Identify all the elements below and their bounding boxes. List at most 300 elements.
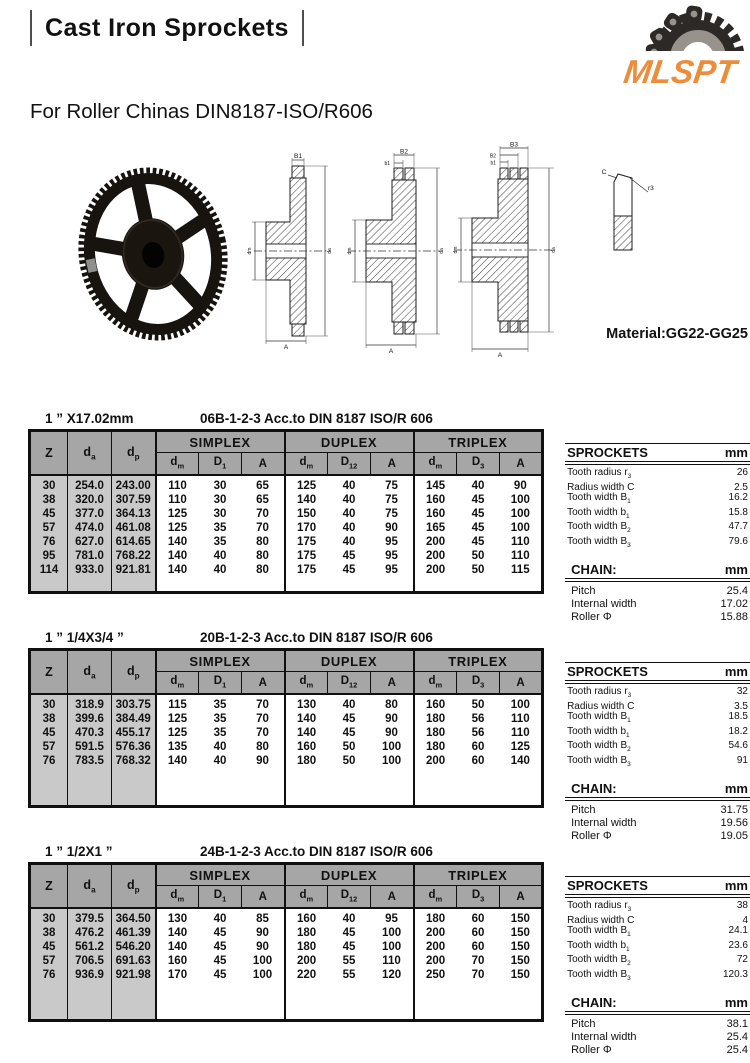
section-title xyxy=(45,844,750,859)
spec-value: 18.5 xyxy=(728,711,748,723)
material-note: Material:GG22-GG25 xyxy=(606,326,748,342)
spec-label: Tooth width $B_2$ xyxy=(567,521,631,535)
table-cell: 120 xyxy=(381,969,402,981)
sub-col-header: $d_m$ xyxy=(285,453,328,476)
spec-row xyxy=(567,955,748,970)
sprockets-rows xyxy=(565,684,750,777)
side-panel xyxy=(565,443,750,630)
chain-unit: mm xyxy=(724,994,748,1010)
table-cell: 50 xyxy=(471,564,485,576)
spec-label: Tooth width $B_1$ xyxy=(567,711,631,725)
table-cell: 35 xyxy=(213,699,227,711)
group-header: SIMPLEX xyxy=(156,650,285,672)
chain-unit: mm xyxy=(724,780,748,796)
sprockets-rows xyxy=(565,465,750,558)
cross-section-simplex xyxy=(242,152,334,350)
sprocket-photo xyxy=(72,158,234,350)
sub-col-header: $d_m$ xyxy=(285,672,328,695)
group-header: DUPLEX xyxy=(285,864,414,886)
sub-col-header: A xyxy=(500,453,543,476)
table-cell: 200 xyxy=(414,535,457,549)
table-cell: 40 xyxy=(342,536,356,548)
tooth-detail-drawing xyxy=(590,162,656,258)
spec-label: Tooth width $B_2$ xyxy=(567,740,631,754)
spec-label: Tooth width $B_1$ xyxy=(567,492,631,506)
table-cell: 70 xyxy=(256,713,269,725)
table-cell: 95 xyxy=(385,564,398,576)
spec-table xyxy=(28,429,544,594)
table-cell: 45 xyxy=(471,522,485,534)
spec-section xyxy=(28,411,750,630)
table-cell: 60 xyxy=(471,927,485,939)
table-cell: 783.5 xyxy=(68,754,112,768)
sub-col-header: $D_{12}$ xyxy=(328,453,371,476)
table-cell: 591.5 xyxy=(68,740,112,754)
filler-cell xyxy=(112,982,156,1020)
spec-row xyxy=(567,468,748,483)
table-cell: 455.17 xyxy=(112,726,156,740)
filler-row xyxy=(30,577,543,593)
table-cell: 100 xyxy=(381,941,402,953)
title-rule-right xyxy=(302,10,304,46)
table-cell: 706.5 xyxy=(68,954,112,968)
table-cell: 200 xyxy=(285,954,328,968)
table-cell: 80 xyxy=(385,699,398,711)
detail-label-r3: r3 xyxy=(648,185,654,192)
table-cell: 70 xyxy=(256,727,269,739)
table-cell: 70 xyxy=(256,699,269,711)
table-cell: 30 xyxy=(213,494,227,506)
filler-cell xyxy=(414,768,543,806)
table-cell: 170 xyxy=(285,521,328,535)
table-cell: 110 xyxy=(511,727,530,739)
filler-cell xyxy=(112,768,156,806)
spec-label: Radius width C xyxy=(567,481,635,493)
spec-label: Pitch xyxy=(571,803,596,816)
table-cell: 30 xyxy=(30,475,68,493)
spec-label: Internal width xyxy=(571,816,637,829)
spec-label: Tooth width $b_1$ xyxy=(567,939,630,953)
spec-value: 15.8 xyxy=(728,506,748,518)
table-cell: 57 xyxy=(30,521,68,535)
table-cell: 110 xyxy=(511,536,530,548)
sub-col-header: $d_m$ xyxy=(414,886,457,909)
table-cell: 180 xyxy=(414,726,457,740)
sub-col-header: A xyxy=(371,886,414,909)
table-cell: 115 xyxy=(511,564,530,576)
page-title: Cast Iron Sprockets xyxy=(45,13,289,42)
table-cell: 38 xyxy=(30,712,68,726)
table-row xyxy=(30,521,543,535)
table-cell: 243.00 xyxy=(112,475,156,493)
table-cell: 140 xyxy=(285,493,328,507)
table-cell: 45 xyxy=(30,940,68,954)
table-cell: 933.0 xyxy=(68,563,112,577)
spec-label: Pitch xyxy=(571,1017,596,1030)
spec-value: 31.75 xyxy=(720,803,748,816)
sub-col-header: $d_m$ xyxy=(285,886,328,909)
table-cell: 95 xyxy=(385,913,398,925)
sub-col-header: A xyxy=(371,672,414,695)
table-cell: 55 xyxy=(342,955,356,967)
spec-value: 26 xyxy=(736,467,748,478)
filler-cell xyxy=(156,982,285,1020)
dim-label-a: A xyxy=(497,352,503,358)
table-cell: 125 xyxy=(510,741,530,753)
section-title xyxy=(45,630,750,645)
table-cell: 561.2 xyxy=(68,940,112,954)
spec-value: 17.02 xyxy=(720,597,748,610)
spec-row xyxy=(567,611,748,624)
model-label: 20B-1-2-3 Acc.to DIN 8187 ISO/R 606 xyxy=(200,630,433,645)
dim-label-b2: B2 xyxy=(400,148,408,156)
table-cell: 95 xyxy=(385,536,398,548)
brand-name: MLSPT xyxy=(621,53,739,90)
sprockets-heading xyxy=(565,876,750,898)
table-cell: 45 xyxy=(342,927,356,939)
spec-section xyxy=(28,630,750,849)
table-row xyxy=(30,740,543,754)
spec-value: 54.6 xyxy=(728,740,748,752)
chain-title: CHAIN: xyxy=(571,561,617,577)
table-row xyxy=(30,493,543,507)
spec-label: Radius width C xyxy=(567,700,635,712)
table-body xyxy=(30,694,543,806)
sub-col-header: A xyxy=(500,672,543,695)
spec-row xyxy=(567,508,748,523)
table-cell: 76 xyxy=(30,968,68,982)
sub-col-header: $d_m$ xyxy=(414,672,457,695)
spec-section xyxy=(28,844,750,1063)
table-cell: 110 xyxy=(511,713,530,725)
sprockets-heading xyxy=(565,443,750,465)
table-cell: 135 xyxy=(156,740,199,754)
chain-title: CHAIN: xyxy=(571,994,617,1010)
table-cell: 75 xyxy=(385,480,398,492)
table-cell: 114 xyxy=(30,563,68,577)
filler-cell xyxy=(156,577,285,593)
dim-label-b1: b1 xyxy=(384,161,390,167)
table-cell: 250 xyxy=(414,968,457,982)
table-cell: 320.0 xyxy=(68,493,112,507)
table-cell: 40 xyxy=(342,508,356,520)
spec-row xyxy=(567,598,748,611)
table-cell: 461.39 xyxy=(112,926,156,940)
spec-row xyxy=(567,493,748,508)
table-cell: 175 xyxy=(285,535,328,549)
table-cell: 70 xyxy=(256,522,269,534)
table-cell: 90 xyxy=(385,713,398,725)
chain-heading xyxy=(565,994,750,1015)
sprockets-unit: mm xyxy=(724,878,748,893)
table-cell: 30 xyxy=(213,508,227,520)
table-cell: 38 xyxy=(30,926,68,940)
spec-value: 23.6 xyxy=(728,939,748,951)
table-cell: 379.5 xyxy=(68,908,112,926)
table-cell: 80 xyxy=(256,741,269,753)
spec-value: 38 xyxy=(736,900,748,911)
spec-value: 19.56 xyxy=(720,816,748,829)
table-cell: 57 xyxy=(30,954,68,968)
table-cell: 95 xyxy=(385,550,398,562)
table-cell: 40 xyxy=(213,564,227,576)
col-da: $d_a$ xyxy=(68,650,112,695)
table-cell: 160 xyxy=(285,908,328,926)
table-cell: 100 xyxy=(510,522,530,534)
filler-cell xyxy=(414,982,543,1020)
spec-label: Tooth radius $r_3$ xyxy=(567,900,632,913)
table-row xyxy=(30,712,543,726)
sub-col-header: $d_m$ xyxy=(156,453,199,476)
table-cell: 76 xyxy=(30,535,68,549)
table-row xyxy=(30,954,543,968)
table-cell: 90 xyxy=(385,522,398,534)
table-cell: 110 xyxy=(156,475,199,493)
table-cell: 130 xyxy=(156,908,199,926)
table-cell: 45 xyxy=(213,955,227,967)
dim-label-da: da xyxy=(551,247,557,253)
spec-row xyxy=(567,1044,748,1057)
table-cell: 546.20 xyxy=(112,940,156,954)
spec-value: 25.4 xyxy=(726,584,748,597)
spec-row xyxy=(567,585,748,598)
table-cell: 40 xyxy=(213,550,227,562)
table-cell: 140 xyxy=(156,563,199,577)
table-row xyxy=(30,475,543,493)
table-cell: 627.0 xyxy=(68,535,112,549)
spec-row xyxy=(567,804,748,817)
table-cell: 768.22 xyxy=(112,549,156,563)
table-cell: 45 xyxy=(213,969,227,981)
table-cell: 160 xyxy=(414,507,457,521)
filler-cell xyxy=(156,768,285,806)
table-cell: 90 xyxy=(256,755,269,767)
size-label: 1 ” 1/4X3/4 ” xyxy=(45,630,124,645)
table-head xyxy=(30,431,543,476)
table-cell: 45 xyxy=(213,941,227,953)
table-cell: 30 xyxy=(213,480,227,492)
table-cell: 125 xyxy=(156,726,199,740)
table-cell: 90 xyxy=(256,941,269,953)
group-header: TRIPLEX xyxy=(414,864,543,886)
filler-row xyxy=(30,768,543,806)
spec-label: Tooth width $B_3$ xyxy=(567,754,631,768)
spec-label: Radius width C xyxy=(567,914,635,926)
sub-col-header: $D_1$ xyxy=(199,453,242,476)
dim-label-a: A xyxy=(283,344,289,350)
table-cell: 576.36 xyxy=(112,740,156,754)
table-cell: 125 xyxy=(156,521,199,535)
table-cell: 461.08 xyxy=(112,521,156,535)
table-row xyxy=(30,563,543,577)
chain-heading xyxy=(565,561,750,582)
table-cell: 40 xyxy=(342,480,356,492)
chain-unit: mm xyxy=(724,561,748,577)
group-header: SIMPLEX xyxy=(156,431,285,453)
table-cell: 150 xyxy=(510,941,530,953)
group-header: DUPLEX xyxy=(285,650,414,672)
spec-label: Internal width xyxy=(571,1030,637,1043)
table-cell: 200 xyxy=(414,754,457,768)
table-cell: 60 xyxy=(471,741,485,753)
spec-label: Tooth width $B_3$ xyxy=(567,535,631,549)
sprockets-title: SPROCKETS xyxy=(567,878,648,893)
table-cell: 45 xyxy=(342,941,356,953)
spec-row xyxy=(567,817,748,830)
dim-label-b1: b1 xyxy=(490,160,496,167)
table-cell: 150 xyxy=(510,927,530,939)
table-cell: 318.9 xyxy=(68,694,112,712)
table-row xyxy=(30,926,543,940)
table-cell: 100 xyxy=(381,741,402,753)
sub-col-header: A xyxy=(242,886,285,909)
page-header xyxy=(30,10,304,46)
table-cell: 90 xyxy=(385,727,398,739)
table-cell: 476.2 xyxy=(68,926,112,940)
spec-label: Internal width xyxy=(571,597,637,610)
table-cell: 40 xyxy=(213,913,227,925)
dim-label-b2: B2 xyxy=(489,153,496,160)
spec-label: Roller Φ xyxy=(571,610,612,623)
table-cell: 45 xyxy=(342,713,356,725)
table-cell: 40 xyxy=(342,913,356,925)
table-cell: 125 xyxy=(156,712,199,726)
table-body xyxy=(30,475,543,593)
chain-heading xyxy=(565,780,750,801)
sprockets-unit: mm xyxy=(724,445,748,460)
table-row xyxy=(30,754,543,768)
spec-row xyxy=(567,756,748,771)
cross-section-triplex xyxy=(448,142,562,358)
chain-rows xyxy=(565,801,750,849)
sub-col-header: $D_3$ xyxy=(457,672,500,695)
spec-row xyxy=(567,1031,748,1044)
table-cell: 95 xyxy=(30,549,68,563)
cross-section-duplex xyxy=(340,148,446,354)
table-cell: 470.3 xyxy=(68,726,112,740)
table-cell: 160 xyxy=(156,954,199,968)
table-cell: 170 xyxy=(156,968,199,982)
filler-cell xyxy=(30,768,68,806)
spec-value: 19.05 xyxy=(720,829,748,842)
filler-cell xyxy=(68,768,112,806)
table-cell: 40 xyxy=(213,741,227,753)
spec-label: Tooth width $b_1$ xyxy=(567,506,630,520)
size-label: 1 ” X17.02mm xyxy=(45,411,134,426)
spec-row xyxy=(567,941,748,956)
sub-col-header: $d_m$ xyxy=(414,453,457,476)
col-z: Z xyxy=(30,650,68,695)
table-cell: 70 xyxy=(471,955,485,967)
spec-row xyxy=(567,687,748,702)
spec-label: Roller Φ xyxy=(571,1043,612,1056)
table-row xyxy=(30,507,543,521)
sub-col-header: A xyxy=(371,453,414,476)
table-cell: 150 xyxy=(510,969,530,981)
table-cell: 40 xyxy=(342,699,356,711)
group-header: TRIPLEX xyxy=(414,650,543,672)
sprockets-title: SPROCKETS xyxy=(567,664,648,679)
sub-col-header: $d_m$ xyxy=(156,886,199,909)
table-cell: 45 xyxy=(30,507,68,521)
figure-strip xyxy=(0,138,750,406)
table-cell: 921.98 xyxy=(112,968,156,982)
table-cell: 75 xyxy=(385,494,398,506)
table-cell: 936.9 xyxy=(68,968,112,982)
table-cell: 100 xyxy=(510,508,530,520)
spec-value: 47.7 xyxy=(728,521,748,533)
filler-cell xyxy=(414,577,543,593)
col-da: $d_a$ xyxy=(68,431,112,476)
spec-table xyxy=(28,862,544,1022)
table-cell: 45 xyxy=(471,536,485,548)
table-cell: 50 xyxy=(342,755,356,767)
title-rule-left xyxy=(30,10,32,46)
table-cell: 45 xyxy=(342,564,356,576)
table-cell: 85 xyxy=(256,913,269,925)
table-cell: 364.50 xyxy=(112,908,156,926)
table-cell: 35 xyxy=(213,522,227,534)
spec-value: 15.88 xyxy=(720,610,748,623)
table-cell: 180 xyxy=(414,740,457,754)
chain-sprocket-logo-icon xyxy=(612,4,748,56)
spec-row xyxy=(567,1018,748,1031)
dim-label-a: A xyxy=(388,348,394,354)
chain-rows xyxy=(565,582,750,630)
size-label: 1 ” 1/2X1 ” xyxy=(45,844,113,859)
spec-value: 2.5 xyxy=(734,481,748,493)
spec-value: 25.4 xyxy=(726,1043,748,1056)
table-cell: 45 xyxy=(30,726,68,740)
spec-table xyxy=(28,648,544,808)
table-cell: 70 xyxy=(471,969,485,981)
table-cell: 474.0 xyxy=(68,521,112,535)
model-label: 24B-1-2-3 Acc.to DIN 8187 ISO/R 606 xyxy=(200,844,433,859)
spec-value: 32 xyxy=(736,686,748,697)
dim-label-dm: dm xyxy=(247,247,253,255)
sub-col-header: $D_3$ xyxy=(457,886,500,909)
table-cell: 140 xyxy=(285,726,328,740)
table-cell: 35 xyxy=(213,713,227,725)
table-cell: 50 xyxy=(471,699,485,711)
table-cell: 200 xyxy=(414,549,457,563)
chain-rows xyxy=(565,1015,750,1063)
table-cell: 50 xyxy=(471,550,485,562)
spec-label: Tooth width $B_3$ xyxy=(567,968,631,982)
table-cell: 125 xyxy=(156,507,199,521)
table-cell: 200 xyxy=(414,563,457,577)
table-row xyxy=(30,968,543,982)
table-cell: 60 xyxy=(471,755,485,767)
table-cell: 60 xyxy=(471,941,485,953)
table-cell: 364.13 xyxy=(112,507,156,521)
section-title xyxy=(45,411,750,426)
dim-label-da: da xyxy=(439,248,445,254)
spec-value: 79.6 xyxy=(728,535,748,547)
spec-value: 18.2 xyxy=(728,725,748,737)
sprockets-rows xyxy=(565,898,750,991)
table-cell: 45 xyxy=(471,494,485,506)
spec-label: Pitch xyxy=(571,584,596,597)
group-header: SIMPLEX xyxy=(156,864,285,886)
spec-row xyxy=(567,712,748,727)
table-cell: 145 xyxy=(414,475,457,493)
table-cell: 150 xyxy=(510,913,530,925)
group-header: TRIPLEX xyxy=(414,431,543,453)
model-label: 06B-1-2-3 Acc.to DIN 8187 ISO/R 606 xyxy=(200,411,433,426)
table-cell: 140 xyxy=(156,926,199,940)
spec-label: Roller Φ xyxy=(571,829,612,842)
